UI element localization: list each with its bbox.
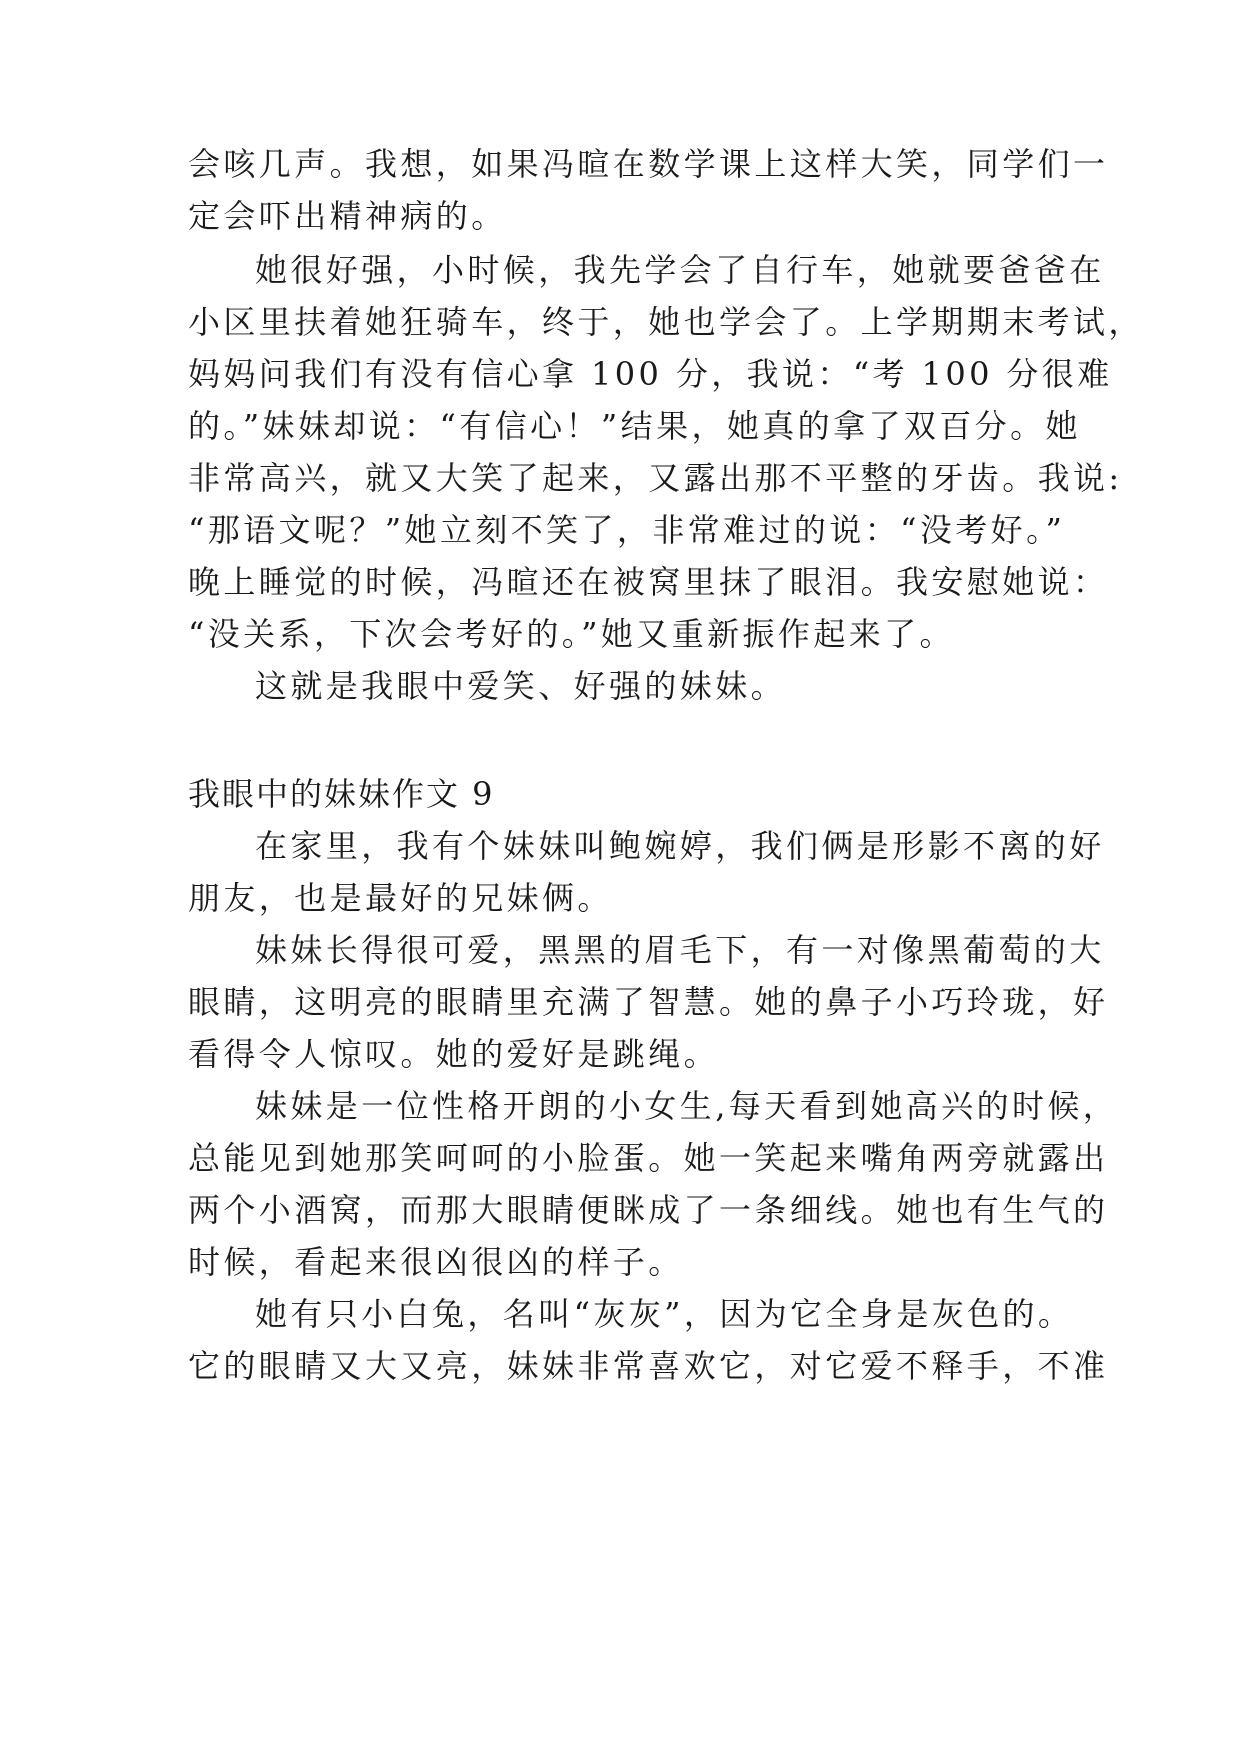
section-heading: 我眼中的妹妹作文 9 <box>188 775 495 813</box>
paragraph-first-line: 这就是我眼中爱笑、好强的妹妹。 <box>255 667 787 705</box>
text-line: 时候，看起来很凶很凶的样子。 <box>188 1243 684 1281</box>
text-line: 小区里扶着她狂骑车，终于，她也学会了。上学期期末考试， <box>188 303 1144 341</box>
paragraph-first-line: 妹妹是一位性格开朗的小女生,每天看到她高兴的时候， <box>255 1087 1119 1125</box>
text-line: 眼睛，这明亮的眼睛里充满了智慧。她的鼻子小巧玲珑，好 <box>188 983 1109 1021</box>
text-line: 两个小酒窝，而那大眼睛便眯成了一条细线。她也有生气的 <box>188 1191 1109 1229</box>
text-line: 晚上睡觉的时候，冯暄还在被窝里抹了眼泪。我安慰她说： <box>188 563 1109 601</box>
text-line: 朋友，也是最好的兄妹俩。 <box>188 879 613 917</box>
text-line: 定会吓出精神病的。 <box>188 197 507 235</box>
text-line: 非常高兴，就又大笑了起来，又露出那不平整的牙齿。我说: <box>188 459 1123 497</box>
text-line: 总能见到她那笑呵呵的小脸蛋。她一笑起来嘴角两旁就露出 <box>188 1139 1109 1177</box>
text-line: 的。”妹妹却说：“有信心！”结果，她真的拿了双百分。她 <box>188 407 1081 445</box>
paragraph-first-line: 在家里，我有个妹妹叫鲍婉婷，我们俩是形影不离的好 <box>255 827 1105 865</box>
paragraph-first-line: 妹妹长得很可爱，黑黑的眉毛下，有一对像黑葡萄的大 <box>255 931 1105 969</box>
text-line: “没关系，下次会考好的。”她又重新振作起来了。 <box>188 615 955 653</box>
paragraph-first-line: 她有只小白兔，名叫“灰灰”，因为它全身是灰色的。 <box>255 1295 1074 1333</box>
text-line: 会咳几声。我想，如果冯暄在数学课上这样大笑，同学们一 <box>188 145 1109 183</box>
paragraph-first-line: 她很好强，小时候，我先学会了自行车，她就要爸爸在 <box>255 251 1105 289</box>
text-line: 它的眼睛又大又亮，妹妹非常喜欢它，对它爱不释手，不准 <box>188 1347 1109 1385</box>
text-line: 看得令人惊叹。她的爱好是跳绳。 <box>188 1035 720 1073</box>
text-line: “那语文呢？”她立刻不笑了，非常难过的说：“没考好。” <box>188 511 1066 549</box>
text-line: 妈妈问我们有没有信心拿 100 分，我说：“考 100 分很难 <box>188 355 1113 393</box>
